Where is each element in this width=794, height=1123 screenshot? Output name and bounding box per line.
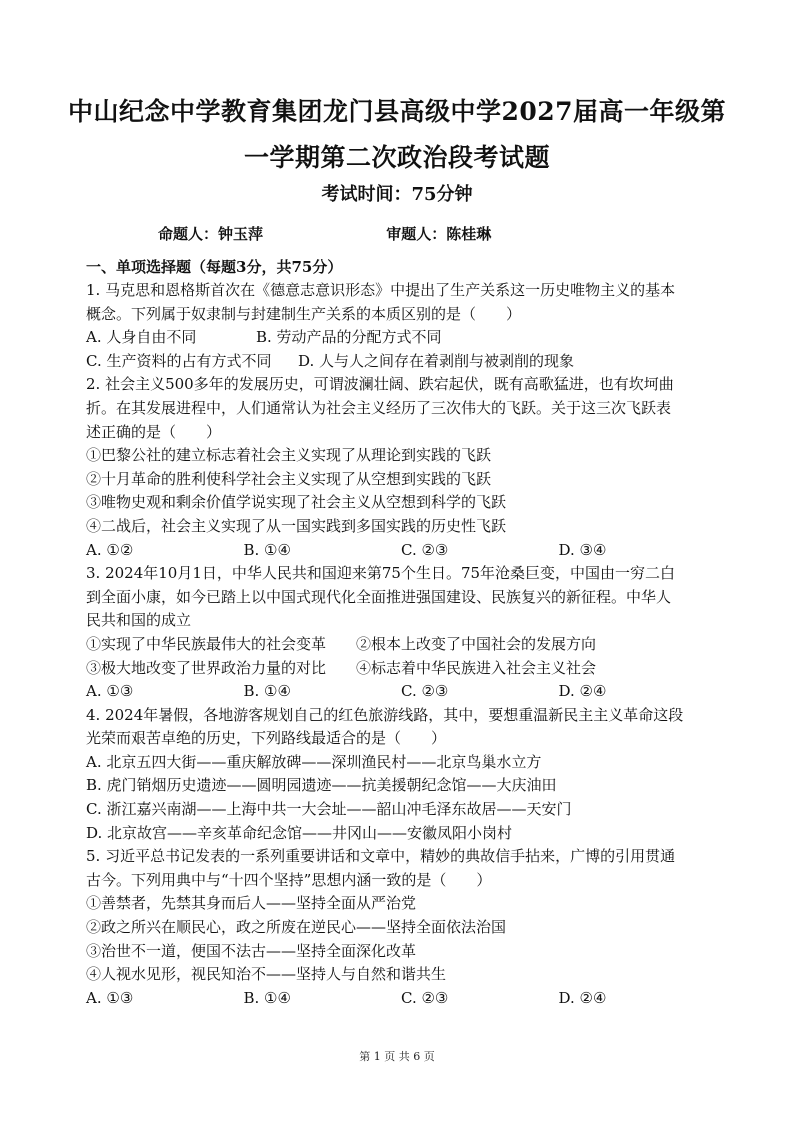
q3-option-d: D. ②④ <box>558 682 607 701</box>
q3-statements-row1 <box>86 633 716 657</box>
q2-stem-line3: 述正确的是（ ） <box>86 422 222 441</box>
reviewer-name: 审题人：陈桂琳 <box>386 225 492 243</box>
q5-option-a: A. ①③ <box>86 988 134 1007</box>
q2-stem-line1: 2. 社会主义500多年的发展历史，可谓波澜壮阔、跌宕起伏，既有高歌猛进，也有坎坷曲 <box>86 375 674 394</box>
q2-statement-2: ②十月革命的胜利使科学社会主义实现了从空想到实践的飞跃 <box>86 469 492 488</box>
q2-option-a: A. ①② <box>86 540 134 559</box>
q4-option-a: A. 北京五四大街——重庆解放碑——深圳渔民村——北京鸟巢水立方 <box>86 752 542 771</box>
questions-body <box>86 279 716 1010</box>
q3-statement-4: ④标志着中华民族进入社会主义社会 <box>356 658 597 677</box>
q3-option-b: B. ①④ <box>243 682 291 701</box>
section-title: 一、单项选择题（每题3分，共75分） <box>86 258 343 276</box>
q5-stem-line2: 古今。下列用典中与“十四个坚持”思想内涵一致的是（ ） <box>86 870 492 889</box>
q1-stem-line2: 概念。下列属于奴隶制与封建制生产关系的本质区别的是（ ） <box>86 304 522 323</box>
q2-stem-line2: 折。在其发展进程中，人们通常认为社会主义经历了三次伟大的飞跃。关于这三次飞跃表 <box>86 398 672 417</box>
q4-option-d: D. 北京故宫——辛亥革命纪念馆——井冈山——安徽凤阳小岗村 <box>86 823 513 842</box>
q5-statement-1: ①善禁者，先禁其身而后人——坚持全面从严治党 <box>86 894 417 913</box>
q3-stem-line1: 3. 2024年10月1日，中华人民共和国迎来第75个生日。75年沧桑巨变，中国由一穷二白 <box>86 564 676 583</box>
q3-option-a: A. ①③ <box>86 682 134 701</box>
q5-option-d: D. ②④ <box>558 988 607 1007</box>
q2-statement-1: ①巴黎公社的建立标志着社会主义实现了从理论到实践的飞跃 <box>86 446 492 465</box>
q2-statement-4: ④二战后，社会主义实现了从一国实践到多国实践的历史性飞跃 <box>86 516 507 535</box>
q2-option-b: B. ①④ <box>243 540 291 559</box>
q4-option-b: B. 虎门销烟历史遗迹——圆明园遗迹——抗美援朝纪念馆——大庆油田 <box>86 776 557 795</box>
q3-options <box>86 680 716 704</box>
author-name: 命题人：钟玉萍 <box>158 225 264 243</box>
q3-stem-line3: 民共和国的成立 <box>86 611 192 630</box>
q5-statement-4: ④人视水见形，视民知治不——坚持人与自然和谐共生 <box>86 965 447 984</box>
q5-option-c: C. ②③ <box>401 988 449 1007</box>
q3-statement-3: ③极大地改变了世界政治力量的对比 <box>86 658 327 677</box>
q1-option-c: C. 生产资料的占有方式不同 <box>86 351 272 370</box>
q5-option-b: B. ①④ <box>243 988 291 1007</box>
q2-option-c: C. ②③ <box>401 540 449 559</box>
q5-options <box>86 987 716 1011</box>
exam-title-line2: 一学期第二次政治段考试题 <box>243 143 550 172</box>
authors-row <box>158 223 658 244</box>
q3-stem-line2: 到全面小康，如今已踏上以中国式现代化全面推进强国建设、民族复兴的新征程。中华人 <box>86 587 672 606</box>
q5-stem-line1: 5. 习近平总书记发表的一系列重要讲话和文章中，精妙的典故信手拈来，广博的引用贯通 <box>86 847 676 866</box>
q2-option-d: D. ③④ <box>558 540 607 559</box>
exam-title-line1: 中山纪念中学教育集团龙门县高级中学2027届高一年级第 <box>67 97 727 126</box>
q5-statement-2: ②政之所兴在顺民心，政之所废在逆民心——坚持全面依法治国 <box>86 918 507 937</box>
q3-option-c: C. ②③ <box>401 682 449 701</box>
q4-option-c: C. 浙江嘉兴南湖——上海中共一大会址——韶山冲毛泽东故居——天安门 <box>86 800 572 819</box>
q1-option-a: A. 人身自由不同 <box>86 328 197 347</box>
q3-statement-2: ②根本上改变了中国社会的发展方向 <box>356 634 597 653</box>
q1-option-d: D. 人与人之间存在着剥削与被剥削的现象 <box>298 351 575 370</box>
q3-statement-1: ①实现了中华民族最伟大的社会变革 <box>86 634 327 653</box>
q4-stem-line2: 光荣而艰苦卓绝的历史，下列路线最适合的是（ ） <box>86 729 447 748</box>
q5-statement-3: ③治世不一道，便国不法古——坚持全面深化改革 <box>86 941 417 960</box>
q4-stem-line1: 4. 2024年暑假，各地游客规划自己的红色旅游线路，其中，要想重温新民主主义革命这段 <box>86 705 684 724</box>
q2-options <box>86 539 716 563</box>
q1-options-row2 <box>86 350 716 374</box>
q3-statements-row2 <box>86 657 716 681</box>
exam-time: 考试时间：75分钟 <box>321 184 473 205</box>
q1-options-row1 <box>86 326 716 350</box>
q1-option-b: B. 劳动产品的分配方式不同 <box>256 328 442 347</box>
q1-stem-line1: 1. 马克思和恩格斯首次在《德意志意识形态》中提出了生产关系这一历史唯物主义的基本 <box>86 281 676 299</box>
q2-statement-3: ③唯物史观和剩余价值学说实现了社会主义从空想到科学的飞跃 <box>86 493 507 512</box>
page-footer: 第 1 页 共 6 页 <box>359 1050 435 1063</box>
